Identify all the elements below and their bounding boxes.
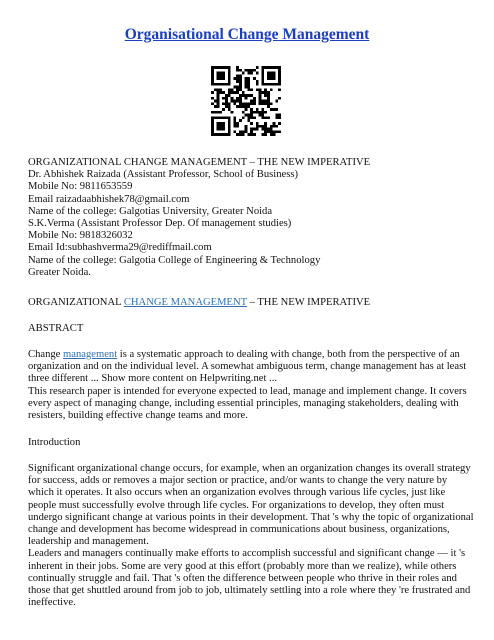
header-line: Name of the college: Galgotias University, Greater Noida: [28, 205, 273, 217]
abstract-body: [28, 349, 474, 422]
abstract-paragraph: This research paper is intended for everyone expected to lead, manage and implement change. It covers every aspect of managing change, including essential principles, managing stakeholders, dealing with resisters, building effective change teams and more.: [28, 385, 467, 422]
abstract-text: is a systematic approach to dealing with change, both from the perspective of an organization and on the individual level. A somewhat ambiguous term, change management has at least three different ... Show more content on Helpwriting.net ...: [28, 349, 467, 385]
header-line: Email raizadaabhishek78@gmail.com: [28, 193, 190, 205]
intro-paragraph: Significant organizational change occurs, for example, when an organization changes its overall strategy for success, adds or removes a major section or practice, and/or wants to change the very nature by which it operates. It also occurs when an organization evolves through various life cycles, just like people must successfully evolve through life cycles. For organizations to develop, they often must undergo significant change at various points in their development. That 's why the topic of organizational change and development has become widespread in communications about business, organizations, leadership and management.: [28, 463, 474, 548]
intro-body: [28, 463, 474, 609]
author-info: [28, 157, 474, 279]
heading-suffix: – THE NEW IMPERATIVE: [246, 297, 371, 308]
document-title[interactable]: Organisational Change Management: [124, 26, 370, 43]
change-management-link[interactable]: CHANGE MANAGEMENT: [123, 297, 247, 308]
header-line: Email Id:subhashverma29@rediffmail.com: [28, 242, 212, 254]
header-line: ORGANIZATIONAL CHANGE MANAGEMENT – THE NEW IMPERATIVE: [28, 157, 371, 168]
abstract-heading: [28, 323, 474, 335]
heading-prefix: ORGANIZATIONAL: [28, 297, 124, 308]
abstract-label: ABSTRACT: [28, 323, 84, 334]
header-line: Greater Noida.: [28, 266, 91, 278]
header-line: Dr. Abhishek Raizada (Assistant Professor, School of Business): [28, 169, 298, 181]
header-line: Mobile No: 9811653559: [28, 181, 133, 193]
qr-code-icon: [211, 66, 281, 136]
intro-paragraph: Leaders and managers continually make efforts to accomplish successful and significant change — it 's inherent in their jobs. Some are very good at this effort (probably more than we realize), while others continually struggle and fail. That 's often the difference between people who thrive in their roles and those that get shuttled around from job to job, ultimately settling into a role where they 're frustrated and ineffective.: [28, 548, 471, 609]
management-link[interactable]: management: [63, 349, 118, 360]
header-line: Mobile No: 9818326032: [28, 230, 133, 242]
section-heading: [28, 297, 474, 309]
header-line: Name of the college: Galgotia College of Engineering & Technology: [28, 254, 321, 266]
introduction-label: Introduction: [28, 437, 81, 448]
header-line: S.K.Verma (Assistant Professor Dep. Of management studies): [28, 218, 292, 230]
intro-heading: [28, 437, 474, 449]
abstract-prefix: Change: [28, 349, 64, 360]
